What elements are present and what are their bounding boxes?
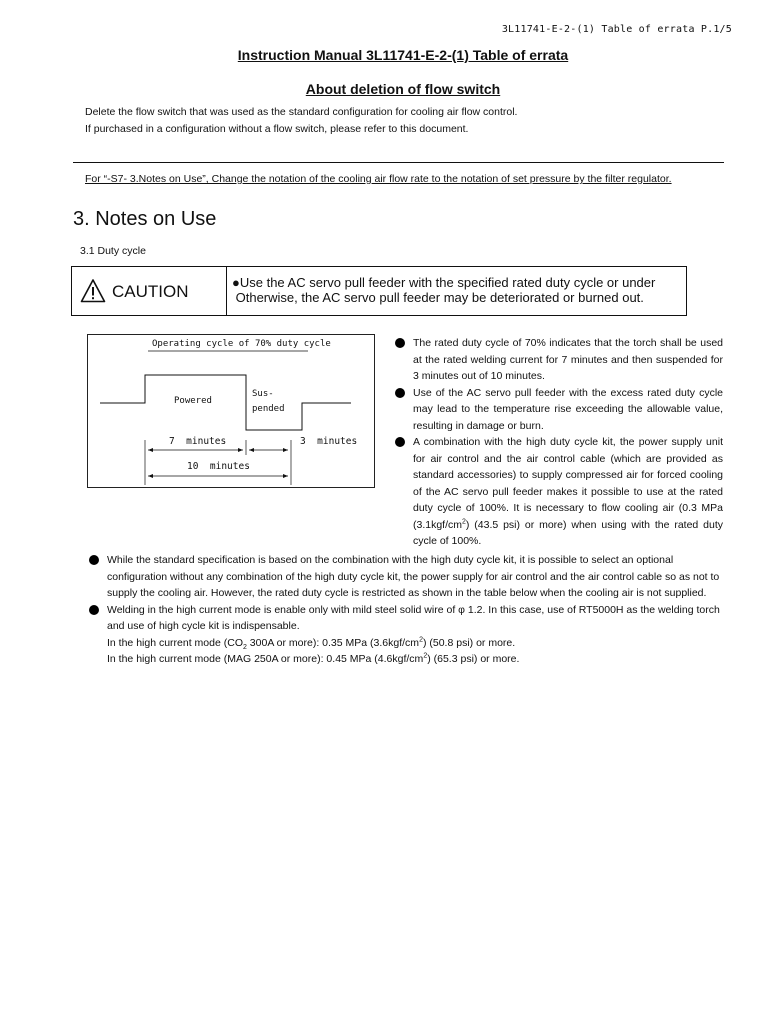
bullet-icon [395,437,405,447]
list-item-text: The rated duty cycle of 70% indicates that the torch shall be used at the rated welding current for 7 minutes and then suspended for 3 minutes out of 10 minutes. [413,337,723,382]
list-item [87,552,723,602]
bullet-icon [89,605,99,615]
intro-line-1: Delete the flow switch that was used as the standard configuration for cooling air flow control. [85,106,518,118]
page-identifier: 3L11741-E-2-(1) Table of errata P.1/5 [501,24,732,35]
powered-time-label: 7 minutes [169,436,227,447]
caution-text [232,275,655,305]
powered-label: Powered [174,396,212,406]
caution-label: CAUTION [112,282,189,301]
bullet-icon [395,338,405,348]
bullet-icon [395,388,405,398]
configuration-notes [87,552,723,668]
subsection-heading: 3.1 Duty cycle [80,245,146,257]
bullet-icon [89,555,99,565]
suspended-time-label: 3 minutes [300,436,358,447]
suspended-label-1: Sus- [252,389,274,399]
change-note: For “-S7- 3.Notes on Use”, Change the notation of the cooling air flow rate to the notation of set pressure by the filter regulator. [85,173,672,185]
document-subtitle: About deletion of flow switch [305,81,501,97]
intro-line-2: If purchased in a configuration without a flow switch, please refer to this document. [85,123,469,135]
mag-pressure-line: In the high current mode (MAG 250A or more): 0.45 MPa $(4.6kgf/cm^2)$ (65.3 psi) or more. [107,652,520,665]
section-divider [73,162,724,163]
diagram-title: Operating cycle of 70% duty cycle [152,339,331,349]
duty-cycle-notes [393,335,723,550]
caution-divider [226,267,227,315]
list-item [393,385,723,435]
list-item [393,434,723,550]
suspended-label-2: pended [252,404,285,414]
list-item-text: While the standard specification is based on the combination with the high duty cycle kit, it is possible to select an optional configuration without any combination of the high duty cycle kit, the power supply for air control and the air control cable so as not to supply the cooling air. However, the rated duty cycle is restricted as shown in the table below when the cooling air is not supplied. [107,554,720,599]
warning-triangle-icon [80,278,106,304]
caution-box [71,266,687,316]
list-item-text: Use of the AC servo pull feeder with the excess rated duty cycle may lead to the temperature rise exceeding the allowable value, resulting in damage or burn. [413,386,723,432]
list-item [393,335,723,385]
section-heading: 3. Notes on Use [73,208,217,230]
list-item [87,602,723,668]
list-item-text: A combination with the high duty cycle kit, the power supply unit for air control and the air control cable (which are provided as standard accessories) to supply compressed air for forced cooling of the AC servo pull feeder makes it possible to use at the rated duty cycle of 100%. It is necessary to flow cooling air (0.3 MPa $(3.1kgf/cm^2)$ (43.5 psi) or more) when using with the rated duty cycle of 100%. [413,436,723,547]
caution-line-1: ●Use the AC servo pull feeder with the specified rated duty cycle or under [232,275,656,290]
duty-cycle-diagram [87,334,375,488]
list-item-text: Welding in the high current mode is enable only with mild steel solid wire of φ 1.2. In this case, use of RT5000H as the welding torch and use of high cycle kit is indispensable. [107,603,720,632]
co2-pressure-line: In the high current mode ($CO_2$ 300A or more): 0.35 MPa $(3.6kgf/cm^2)$ (50.8 psi) or more. [107,636,516,651]
caution-line-2: Otherwise, the AC servo pull feeder may be deteriorated or burned out. [232,290,644,305]
document-title: Instruction Manual 3L11741-E-2-(1) Table of errata [237,47,569,63]
total-time-label: 10 minutes [187,461,250,472]
